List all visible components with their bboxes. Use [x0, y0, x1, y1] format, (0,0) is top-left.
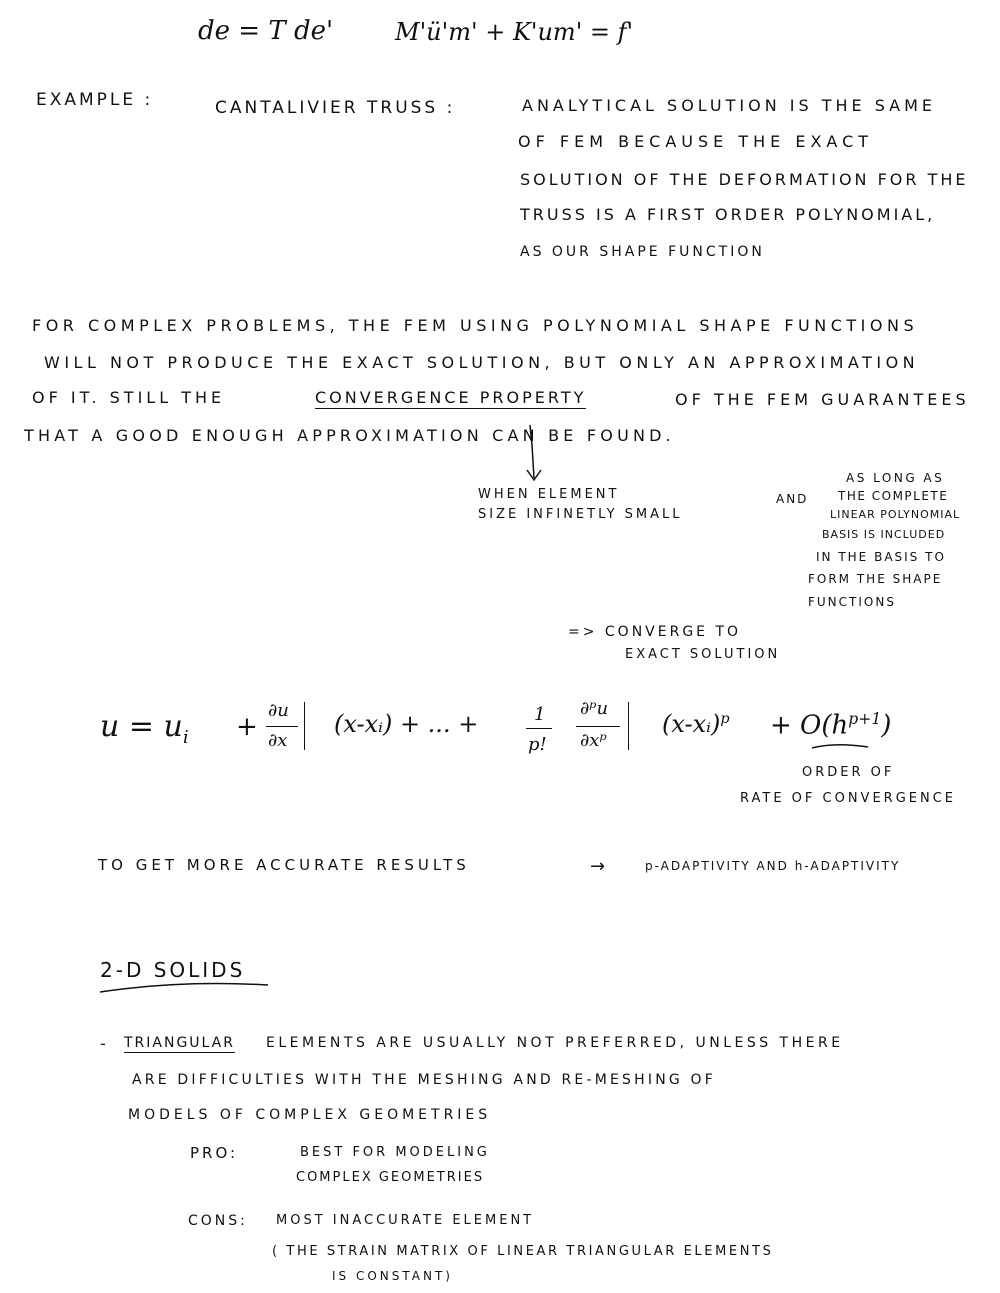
taylor-one: 1: [534, 704, 546, 725]
condition-result-2: EXACT SOLUTION: [625, 647, 781, 662]
triangular-label: TRIANGULAR: [124, 1035, 235, 1051]
taylor-lhs: $u = u_i$: [100, 709, 189, 748]
taylor-dxp: ∂xᵖ: [580, 730, 607, 751]
solids-title: 2-D SOLIDS: [100, 958, 246, 982]
solids-line-3: MODELS OF COMPLEX GEOMETRIES: [128, 1107, 492, 1123]
taylor-plus-1: +: [236, 712, 258, 742]
taylor-du: ∂u: [268, 700, 289, 721]
condition-left-2: SIZE INFINETLY SMALL: [478, 507, 683, 522]
cons-note-2: IS CONSTANT): [332, 1269, 453, 1283]
example-line-2: OF FEM BECAUSE THE EXACT: [518, 132, 874, 151]
right-arrow-icon: →: [590, 856, 609, 877]
taylor-eval-bar-2: [628, 702, 629, 750]
taylor-frac-bar-2: [526, 728, 552, 729]
accurate-text: TO GET MORE ACCURATE RESULTS: [98, 856, 470, 874]
complex-line-1: FOR COMPLEX PROBLEMS, THE FEM USING POLYNOMIAL SHAPE FUNCTIONS: [32, 316, 919, 335]
taylor-frac-bar-3: [576, 726, 620, 727]
condition-right-6: FORM THE SHAPE: [808, 572, 943, 586]
solids-line-2: ARE DIFFICULTIES WITH THE MESHING AND RE-MESHING OF: [132, 1072, 717, 1088]
adaptivity-text: p-ADAPTIVITY AND h-ADAPTIVITY: [645, 859, 901, 873]
condition-right-4: BASIS IS INCLUDED: [822, 528, 946, 541]
equation-motion: M'ü'm' + K'um' = f': [395, 18, 634, 46]
solids-dash: -: [100, 1034, 109, 1053]
example-subject: CANTALIVIER TRUSS :: [215, 98, 456, 118]
condition-right-7: FUNCTIONS: [808, 595, 896, 609]
equation-transform: de = T de': [198, 16, 334, 46]
solids-line-1: ELEMENTS ARE USUALLY NOT PREFERRED, UNLESS THERE: [266, 1035, 844, 1051]
condition-result-1: => CONVERGE TO: [568, 624, 742, 640]
taylor-pfact: p!: [528, 734, 547, 755]
complex-line-3b: OF THE FEM GUARANTEES: [675, 390, 970, 409]
taylor-note-1: ORDER OF: [802, 765, 895, 780]
condition-right-1: AS LONG AS: [846, 471, 945, 485]
taylor-order: + $O(h^{p+1})$: [770, 710, 892, 741]
condition-right-2: THE COMPLETE: [838, 489, 949, 503]
example-line-1: ANALYTICAL SOLUTION IS THE SAME: [522, 96, 937, 115]
condition-left-1: WHEN ELEMENT: [478, 487, 620, 502]
example-line-4: TRUSS IS A FIRST ORDER POLYNOMIAL,: [520, 205, 936, 224]
taylor-dx: ∂x: [268, 730, 288, 751]
condition-right-3: LINEAR POLYNOMIAL: [830, 508, 961, 521]
cons-label: CONS:: [188, 1213, 248, 1229]
condition-and: AND: [776, 492, 809, 506]
taylor-term1: (x-xᵢ) + ... +: [334, 710, 479, 738]
taylor-eval-bar-1: [304, 702, 305, 750]
pro-label: PRO:: [190, 1144, 239, 1162]
convergence-property: CONVERGENCE PROPERTY: [315, 388, 587, 407]
taylor-note-2: RATE OF CONVERGENCE: [740, 791, 956, 806]
complex-line-4: THAT A GOOD ENOUGH APPROXIMATION CAN BE FOUND.: [24, 426, 675, 445]
example-line-3: SOLUTION OF THE DEFORMATION FOR THE: [520, 170, 969, 189]
taylor-frac-bar-1: [266, 726, 298, 727]
cons-line: MOST INACCURATE ELEMENT: [276, 1213, 535, 1228]
complex-line-3a: OF IT. STILL THE: [32, 388, 226, 407]
complex-line-2: WILL NOT PRODUCE THE EXACT SOLUTION, BUT ONLY AN APPROXIMATION: [44, 353, 920, 372]
pro-line-2: COMPLEX GEOMETRIES: [296, 1170, 485, 1185]
taylor-dpu: ∂ᵖu: [580, 698, 609, 719]
example-label: EXAMPLE :: [36, 90, 154, 110]
taylor-term2: (x-xᵢ)$^p$: [662, 710, 730, 738]
condition-right-5: IN THE BASIS TO: [816, 550, 946, 564]
pro-line-1: BEST FOR MODELING: [300, 1145, 490, 1160]
example-line-5: AS OUR SHAPE FUNCTION: [520, 244, 765, 260]
cons-note-1: ( THE STRAIN MATRIX OF LINEAR TRIANGULAR ELEMENTS: [272, 1244, 774, 1259]
